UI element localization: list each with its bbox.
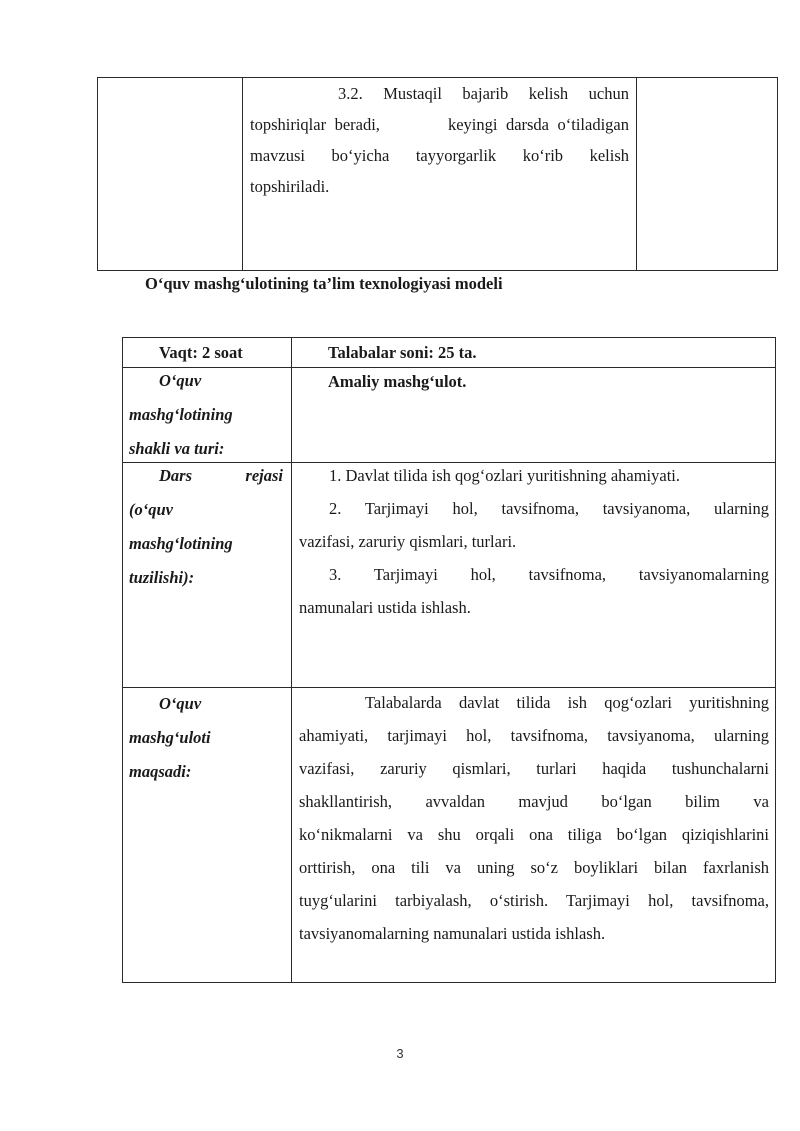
plan-item: 1. Davlat tilida ish qog‘ozlari yuritishning ahamiyati. — [329, 466, 681, 485]
time-label: Vaqt: 2 soat — [159, 343, 243, 362]
label-line: O‘quv — [159, 371, 202, 390]
page-number: 3 — [396, 1046, 404, 1061]
label-line: shakli va turi: — [129, 439, 225, 458]
lesson-goal-content — [299, 686, 769, 950]
lesson-plan-label — [129, 459, 283, 595]
text-line: 3.2. Mustaqil bajarib kelish uchun — [338, 84, 629, 103]
plan-item: namunalari ustida ishlash. — [299, 598, 471, 617]
continuation-cell-text — [250, 78, 629, 202]
text-line: topshiriqlar beradi, keyingi darsda o‘tiladigan — [250, 115, 629, 134]
table-divider — [242, 78, 243, 270]
text-line: topshiriladi. — [250, 177, 330, 196]
label-line — [129, 459, 283, 493]
goal-line: Talabalarda davlat tilida ish qog‘ozlari yuritishning — [365, 693, 769, 712]
text-line: mavzusi bo‘yicha tayyorgarlik ko‘rib kelish — [250, 146, 629, 165]
section-heading: O‘quv mashg‘ulotining ta’lim texnologiyasi modeli — [145, 274, 503, 293]
lesson-model-table — [122, 337, 776, 983]
goal-line: tuyg‘ularini tarbiyalash, o‘stirish. Tarjimayi hol, tavsifnoma, — [299, 891, 769, 910]
plan-item: vazifasi, zaruriy qismlari, turlari. — [299, 532, 517, 551]
goal-line: ko‘nikmalarni va shu orqali ona tiliga bo‘lgan qiziqishlarini — [299, 825, 769, 844]
lesson-form-value: Amaliy mashg‘ulot. — [328, 372, 467, 391]
lesson-form-label — [129, 364, 283, 466]
goal-line: orttirish, ona tili va uning so‘z boyliklari bilan faxrlanish — [299, 858, 769, 877]
table-divider — [291, 338, 292, 982]
plan-item: 2. Tarjimayi hol, tavsifnoma, tavsiyanoma, ularning — [329, 499, 769, 518]
label-word: rejasi — [245, 466, 283, 485]
label-line: maqsadi: — [129, 762, 192, 781]
lesson-goal-label — [129, 687, 283, 789]
goal-line: ahamiyati, tarjimayi hol, tavsifnoma, tavsiyanoma, ularning — [299, 726, 769, 745]
goal-line: tavsiyanomalarning namunalari ustida ishlash. — [299, 924, 606, 943]
label-line: O‘quv — [159, 694, 202, 713]
goal-line: shakllantirish, avvaldan mavjud bo‘lgan bilim va — [299, 792, 769, 811]
plan-item: 3. Tarjimayi hol, tavsifnoma, tavsiyanomalarning — [329, 565, 769, 584]
label-line: tuzilishi): — [129, 568, 195, 587]
table-divider — [636, 78, 637, 270]
label-line: mashg‘lotining — [129, 405, 233, 424]
continuation-table — [97, 77, 778, 271]
students-count-label: Talabalar soni: 25 ta. — [328, 343, 477, 362]
label-line: mashg‘lotining — [129, 534, 233, 553]
goal-line: vazifasi, zaruriy qismlari, turlari haqida tushunchalarni — [299, 759, 769, 778]
label-word: Dars — [159, 466, 193, 485]
label-line: (o‘quv — [129, 500, 173, 519]
lesson-plan-content — [299, 459, 769, 624]
label-line: mashg‘uloti — [129, 728, 211, 747]
